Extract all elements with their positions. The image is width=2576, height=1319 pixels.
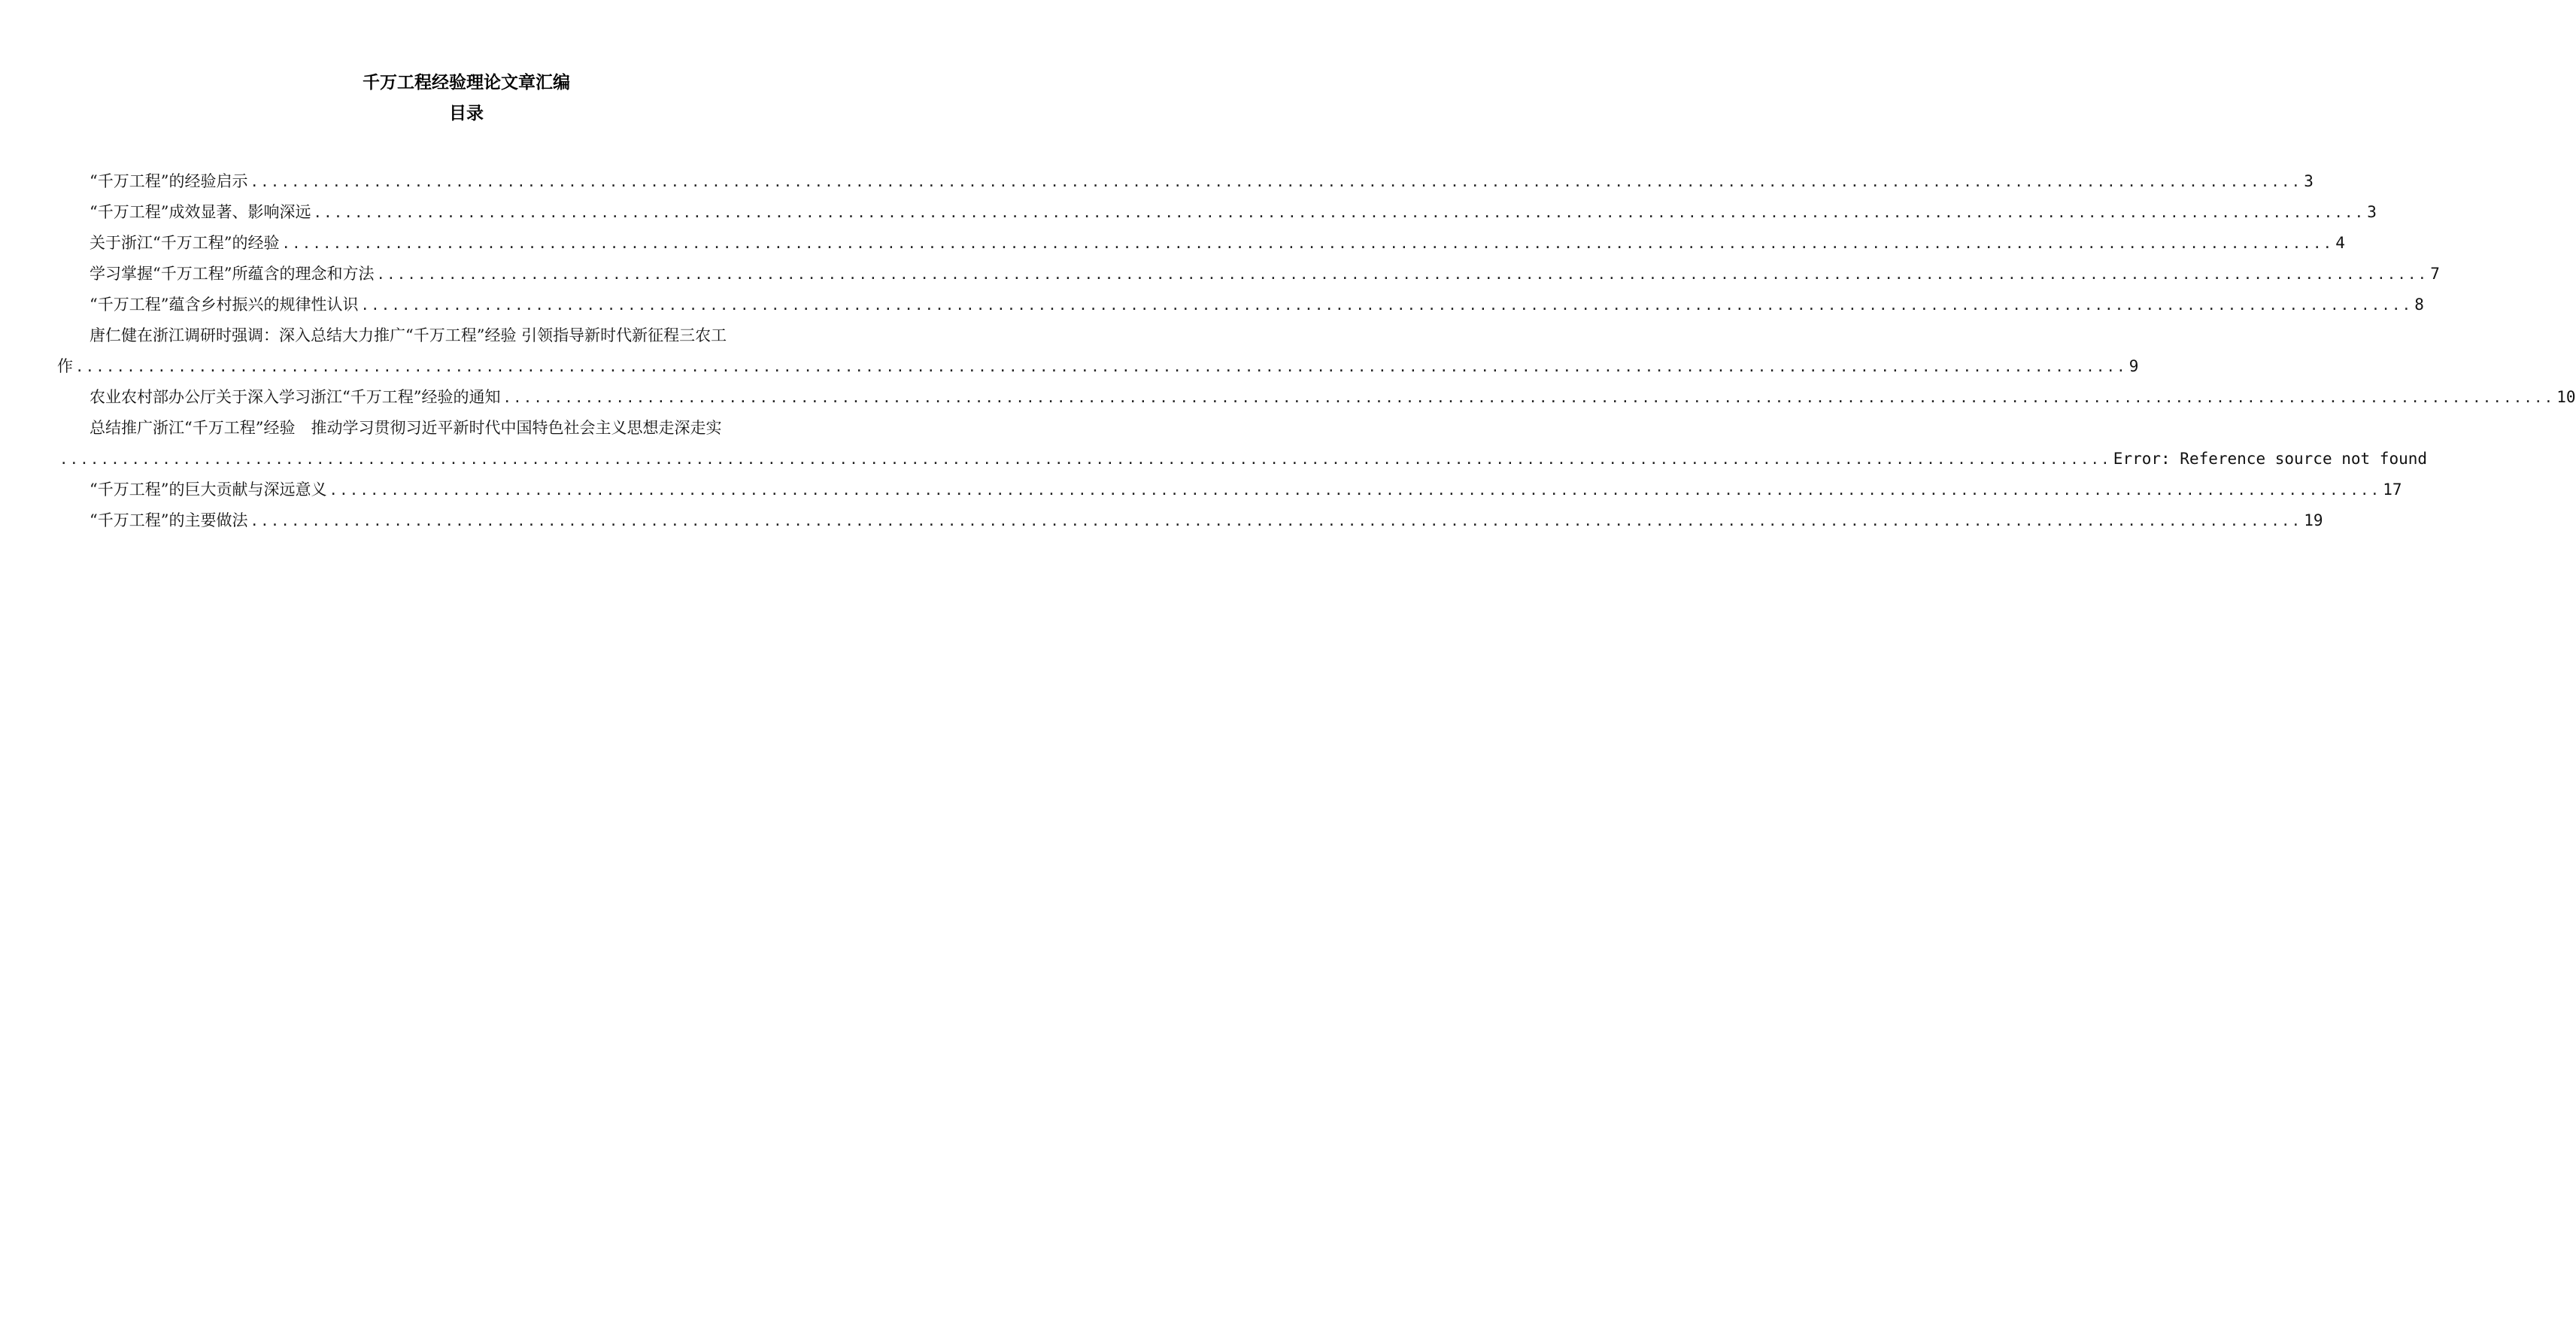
toc-entry-line1[interactable] xyxy=(57,320,875,351)
toc-page-number: 3 xyxy=(2304,172,2314,190)
dot-leader: ........................................................................................................................................................................................................ xyxy=(281,235,2334,252)
toc-entry[interactable] xyxy=(57,166,2314,197)
toc-entry[interactable] xyxy=(57,505,2323,536)
toc-page-number: 9 xyxy=(2128,357,2139,375)
toc-entry[interactable] xyxy=(57,475,2402,505)
toc-entry-title: “千万工程”成效显著、影响深远 xyxy=(90,203,311,221)
toc-entry-line1[interactable] xyxy=(57,413,875,444)
toc-heading: 目录 xyxy=(449,104,484,123)
dot-leader: ........................................................................................................................................................................................................ xyxy=(376,266,2429,283)
toc-entry[interactable] xyxy=(57,290,2424,320)
toc-entry[interactable] xyxy=(57,259,2440,290)
dot-leader: ........................................................................................................................................................................................................ xyxy=(329,482,2381,499)
dot-leader: ........................................................................................................................................................................................................ xyxy=(360,297,2413,314)
toc-entry-title: “千万工程”的巨大贡献与深远意义 xyxy=(90,481,327,499)
toc-entry[interactable] xyxy=(57,197,2377,228)
toc-page-number: 19 xyxy=(2304,511,2323,529)
toc-entry-line2[interactable] xyxy=(57,351,2139,382)
toc-entry-title: 农业农村部办公厅关于深入学习浙江“千万工程”经验的通知 xyxy=(90,388,501,406)
toc-entry-title: “千万工程”蕴含乡村振兴的规律性认识 xyxy=(90,296,359,314)
dot-leader: ........................................................................................................................................................................................................ xyxy=(250,513,2302,529)
toc-entry-title: 学习掌握“千万工程”所蕴含的理念和方法 xyxy=(90,265,375,283)
toc-entry-title-cont: 作 xyxy=(57,357,73,375)
dot-leader: ........................................................................................................................................................................................................ xyxy=(502,390,2555,406)
toc-page-number: 4 xyxy=(2335,234,2345,252)
toc-entry[interactable] xyxy=(57,228,2345,259)
toc-entry-line2[interactable] xyxy=(57,444,2428,475)
toc-page-number: 7 xyxy=(2430,265,2440,283)
toc-page-number: 3 xyxy=(2367,203,2377,221)
dot-leader: ........................................................................................................................................................................................................ xyxy=(75,359,2127,375)
toc-entry-title: “千万工程”的主要做法 xyxy=(90,511,248,529)
toc-entry[interactable] xyxy=(57,382,2576,413)
toc-entry-title: “千万工程”的经验启示 xyxy=(90,172,248,190)
dot-leader: ........................................................................................................................................................................................................ xyxy=(59,451,2111,468)
dot-leader: ........................................................................................................................................................................................................ xyxy=(250,174,2302,190)
toc-page-number: 8 xyxy=(2414,296,2424,314)
document-title: 千万工程经验理论文章汇编 xyxy=(363,73,570,92)
toc-page-number: Error: Reference source not found xyxy=(2113,450,2428,468)
toc-entry-title: 总结推广浙江“千万工程”经验 推动学习贯彻习近平新时代中国特色社会主义思想走深走实 xyxy=(90,419,722,437)
dot-leader: ........................................................................................................................................................................................................ xyxy=(313,205,2365,221)
table-of-contents xyxy=(57,166,2576,536)
toc-page-number: 10 xyxy=(2556,388,2576,406)
toc-entry-title: 唐仁健在浙江调研时强调：深入总结大力推广“千万工程”经验 引领指导新时代新征程三农工 xyxy=(90,326,727,344)
toc-page-number: 17 xyxy=(2383,481,2402,499)
toc-entry-title: 关于浙江“千万工程”的经验 xyxy=(90,234,280,252)
